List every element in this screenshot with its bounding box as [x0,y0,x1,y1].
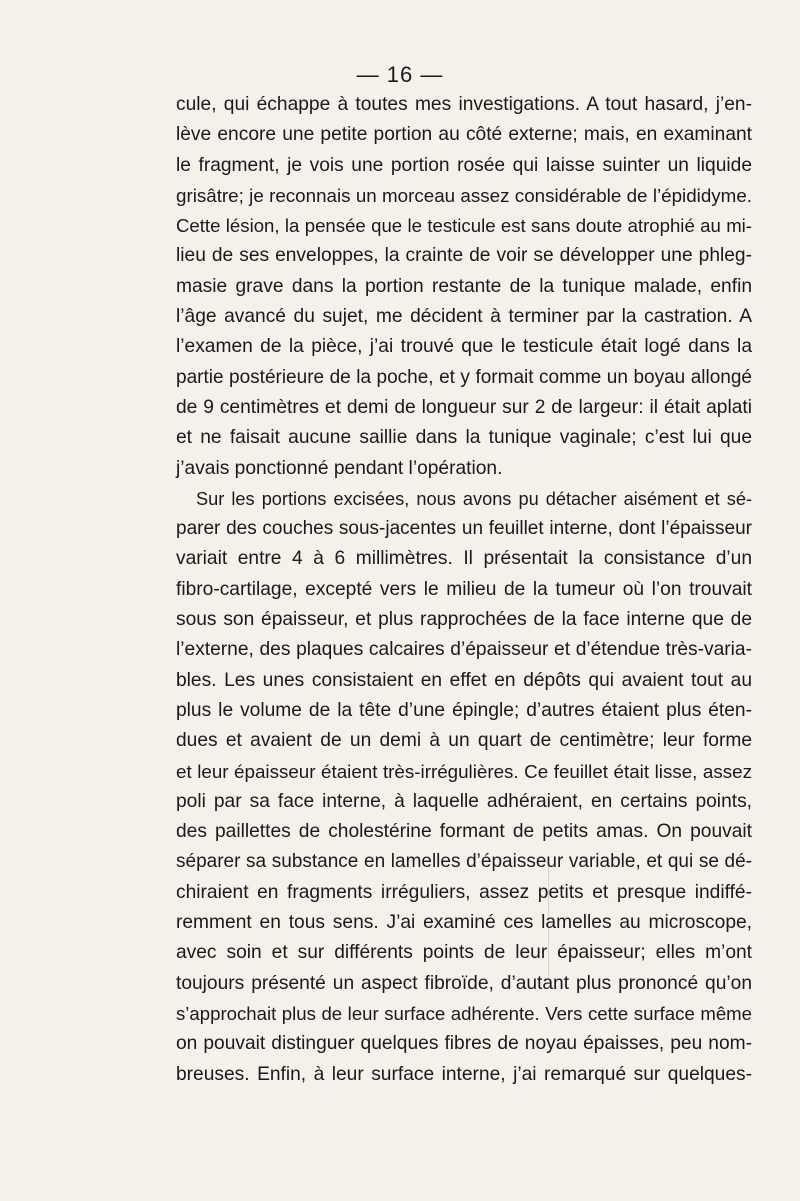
text-line: on pouvait distinguer quelques fibres de noyau épaisses, peu nom- [176,1033,752,1055]
text-line: l’examen de la pièce, j’ai trouvé que le testicule était logé dans la [176,336,752,358]
page-number: — 16 — [356,62,444,87]
text-line: breuses. Enfin, à leur surface interne, j’ai remarqué sur quelques- [176,1063,752,1085]
text-line: cule, qui échappe à toutes mes investigations. A tout hasard, j’en- [176,94,752,115]
text-line: sous son épaisseur, et plus rapprochées de la face interne que de [176,609,752,631]
body-text [176,90,752,1090]
text-line: et ne faisait aucune saillie dans la tunique vaginale; c’est lui que [176,427,752,449]
text-line: dues et avaient de un demi à un quart de centimètre; leur forme [176,730,752,752]
text-line: variait entre 4 à 6 millimètres. Il présentait la consistance d’un [176,548,752,570]
text-line: séparer sa substance en lamelles d’épaisseur variable, et qui se dé- [176,851,752,873]
text-line: bles. Les unes consistaient en effet en dépôts qui avaient tout au [176,669,752,691]
text-line: remment en tous sens. J’ai examiné ces lamelles au microscope, [176,912,752,934]
text-line: l’âge avancé du sujet, me décident à terminer par la castration. A [176,306,752,328]
text-line: lieu de ses enveloppes, la crainte de voir se développer une phleg- [176,245,752,267]
text-line: avec soin et sur différents points de leur épaisseur; elles m’ont [176,942,752,964]
text-line: masie grave dans la portion restante de la tunique malade, enfin [176,275,752,297]
paragraph [176,90,752,484]
text-line: toujours présenté un aspect fibroïde, d’autant plus prononcé qu’on [176,972,752,994]
scan-fold-mark [548,860,549,980]
text-line: chiraient en fragments irréguliers, assez petits et presque indiffé- [176,881,752,903]
text-line: l’externe, des plaques calcaires d’épaisseur et d’étendue très-varia- [176,639,752,661]
text-line: j’avais ponctionné pendant l’opération. [176,457,503,479]
text-line: Cette lésion, la pensée que le testicule est sans doute atrophié au mi- [176,215,752,237]
text-line: fibro-cartilage, excepté vers le milieu de la tumeur où l’on trouvait [176,578,752,600]
text-line: parer des couches sous-jacentes un feuillet interne, dont l’épaisseur [176,518,752,540]
text-line: plus le volume de la tête d’une épingle; d’autres étaient plus éten- [176,699,752,721]
paragraph [176,484,752,1090]
text-line: des paillettes de cholestérine formant de petits amas. On pouvait [176,821,752,843]
text-line: poli par sa face interne, à laquelle adhéraient, en certains points, [176,790,752,812]
text-line: Sur les portions excisées, nous avons pu détacher aisément et sé- [196,488,752,509]
text-line: le fragment, je vois une portion rosée qui laisse suinter un liquide [176,154,752,176]
text-line: s’approchait plus de leur surface adhérente. Vers cette surface même [176,1002,752,1024]
text-line: grisâtre; je reconnais un morceau assez considérable de l’épididyme. [176,184,752,206]
text-line: partie postérieure de la poche, et y formait comme un boyau allongé [176,366,752,388]
text-line: de 9 centimètres et demi de longueur sur 2 de largeur: il était aplati [176,396,752,418]
text-line: lève encore une petite portion au côté externe; mais, en examinant [176,124,752,146]
text-line: et leur épaisseur étaient très-irrégulières. Ce feuillet était lisse, assez [176,760,752,782]
